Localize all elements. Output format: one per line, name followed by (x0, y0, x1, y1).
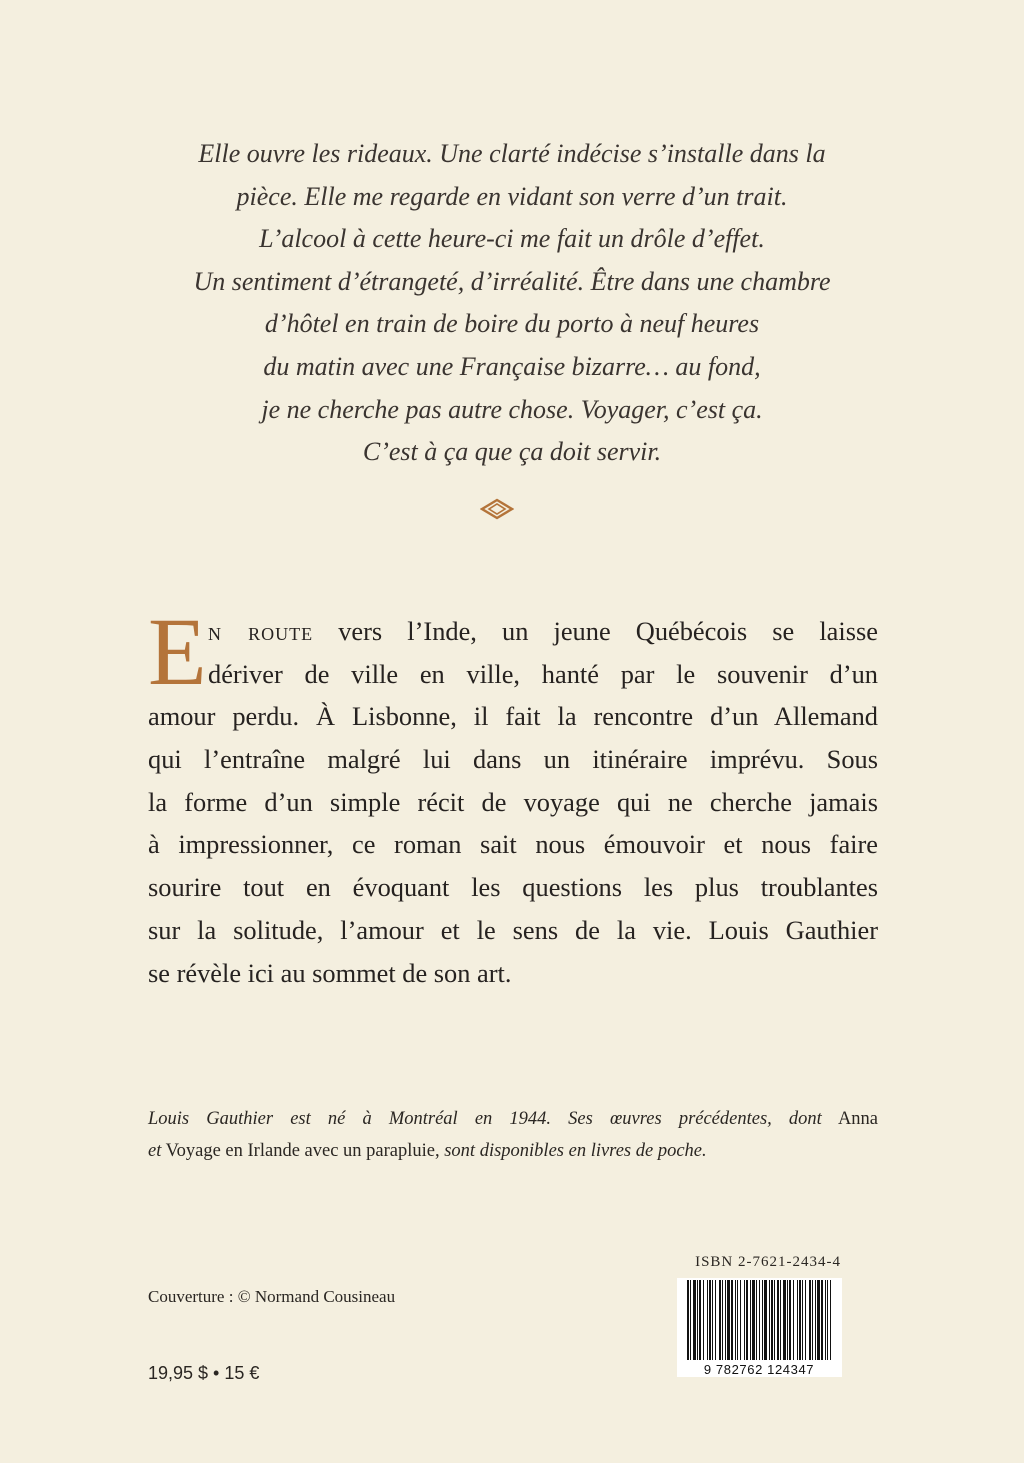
barcode-bar (797, 1280, 798, 1360)
barcode-bar (764, 1280, 767, 1360)
barcode-bar (707, 1280, 708, 1360)
bio-line (148, 1103, 878, 1135)
barcode-bar (825, 1280, 826, 1360)
barcode-bar (725, 1280, 726, 1360)
barcode-bar (777, 1280, 779, 1360)
barcode-bar (727, 1280, 730, 1360)
barcode-bar (735, 1280, 736, 1360)
blurb-line: à impressionner, ce roman sait nous émouvoir et nous faire (148, 829, 878, 860)
blurb-line: la forme d’un simple récit de voyage qui ne cherche jamais (148, 786, 878, 817)
blurb-opening-smallcaps: n route (208, 616, 314, 646)
barcode-bar (762, 1280, 763, 1360)
barcode-bar (722, 1280, 723, 1360)
blurb-line: dériver de ville en ville, hanté par le souvenir d’un (208, 658, 878, 689)
bio-title: Anna (837, 1109, 879, 1129)
barcode-bar (697, 1280, 698, 1360)
diamond-ornament-icon (480, 498, 514, 520)
barcode-bar (817, 1280, 820, 1360)
barcode-bar (802, 1280, 803, 1360)
blurb-line-text: vers l’Inde, un jeune Québécois se laisse (338, 616, 878, 646)
barcode-bar (752, 1280, 755, 1360)
bio-text: et (148, 1141, 162, 1161)
excerpt-line: pièce. Elle me regarde en vidant son verre d’un trait. (236, 181, 788, 211)
bio-text: Louis Gauthier est né à Montréal en 1944. Ses œuvres précédentes, dont (148, 1109, 822, 1129)
barcode-bar (793, 1280, 794, 1360)
barcode-bar (750, 1280, 751, 1360)
bio-line (148, 1135, 878, 1167)
barcode-bar (709, 1280, 711, 1360)
barcode-bar (780, 1280, 781, 1360)
barcode-bar (815, 1280, 816, 1360)
excerpt-line: C’est à ça que ça doit servir. (362, 437, 662, 467)
excerpt-line: Elle ouvre les rideaux. Une clarté indécise s’installe dans la (198, 139, 826, 168)
barcode-bar (821, 1280, 823, 1360)
barcode-bar (827, 1280, 828, 1360)
barcode-bar (715, 1280, 716, 1360)
isbn-number: ISBN 2-7621-2434-4 (695, 1254, 841, 1270)
barcode-bar (756, 1280, 757, 1360)
barcode-digits: 9 782762 124347 (703, 1362, 815, 1377)
barcode-bar (687, 1280, 689, 1360)
barcode-bar (783, 1280, 786, 1360)
barcode-bar (699, 1280, 701, 1360)
blurb-line: qui l’entraîne malgré lui dans un itinéraire imprévu. Sous (148, 744, 878, 775)
author-bio (148, 1103, 878, 1167)
barcode-bar (830, 1280, 831, 1360)
blurb-line: sourire tout en évoquant les questions les plus troublantes (148, 872, 878, 903)
excerpt-line: du matin avec une Française bizarre… au fond, (263, 351, 761, 381)
barcode-bar (740, 1280, 741, 1360)
barcode-bar (771, 1280, 773, 1360)
barcode-bar (787, 1280, 788, 1360)
excerpt-line: d’hôtel en train de boire du porto à neuf heures (264, 309, 760, 339)
barcode-bar (744, 1280, 745, 1360)
barcode-bar (789, 1280, 791, 1360)
bio-title: Voyage en Irlande avec un parapluie, (165, 1141, 440, 1161)
barcode-bar (703, 1280, 704, 1360)
excerpt-line: L’alcool à cette heure-ci me fait un drôle d’effet. (259, 224, 765, 254)
cover-credit: Couverture : © Normand Cousineau (148, 1287, 396, 1306)
barcode-bar (737, 1280, 738, 1360)
barcode-bar (812, 1280, 813, 1360)
blurb-paragraph (148, 598, 878, 994)
barcode-bar (719, 1280, 721, 1360)
price: 19,95 $ • 15 € (148, 1363, 260, 1383)
barcode-bar (712, 1280, 713, 1360)
barcode-bar (809, 1280, 811, 1360)
barcode-bar (746, 1280, 748, 1360)
excerpt-line: Un sentiment d’étrangeté, d’irréalité. Être dans une chambre (193, 266, 831, 296)
blurb-line: amour perdu. À Lisbonne, il fait la rencontre d’un Allemand (148, 701, 878, 732)
barcode-bar (759, 1280, 760, 1360)
blurb-line (148, 610, 878, 653)
excerpt-quote (140, 133, 884, 474)
barcode-bar (769, 1280, 770, 1360)
blurb-line: sur la solitude, l’amour et le sens de la vie. Louis Gauthier (148, 914, 878, 945)
excerpt-line: je ne cherche pas autre chose. Voyager, c’est ça. (261, 394, 763, 424)
bio-text: sont disponibles en livres de poche. (444, 1141, 707, 1161)
barcode-bar (693, 1280, 696, 1360)
drop-cap: E (148, 598, 207, 705)
barcode-bar (805, 1280, 806, 1360)
blurb-line: se révèle ici au sommet de son art. (148, 957, 512, 988)
barcode-bar (799, 1280, 801, 1360)
barcode-bar (731, 1280, 733, 1360)
barcode-bar (690, 1280, 691, 1360)
barcode (677, 1278, 842, 1377)
barcode-bar (774, 1280, 775, 1360)
